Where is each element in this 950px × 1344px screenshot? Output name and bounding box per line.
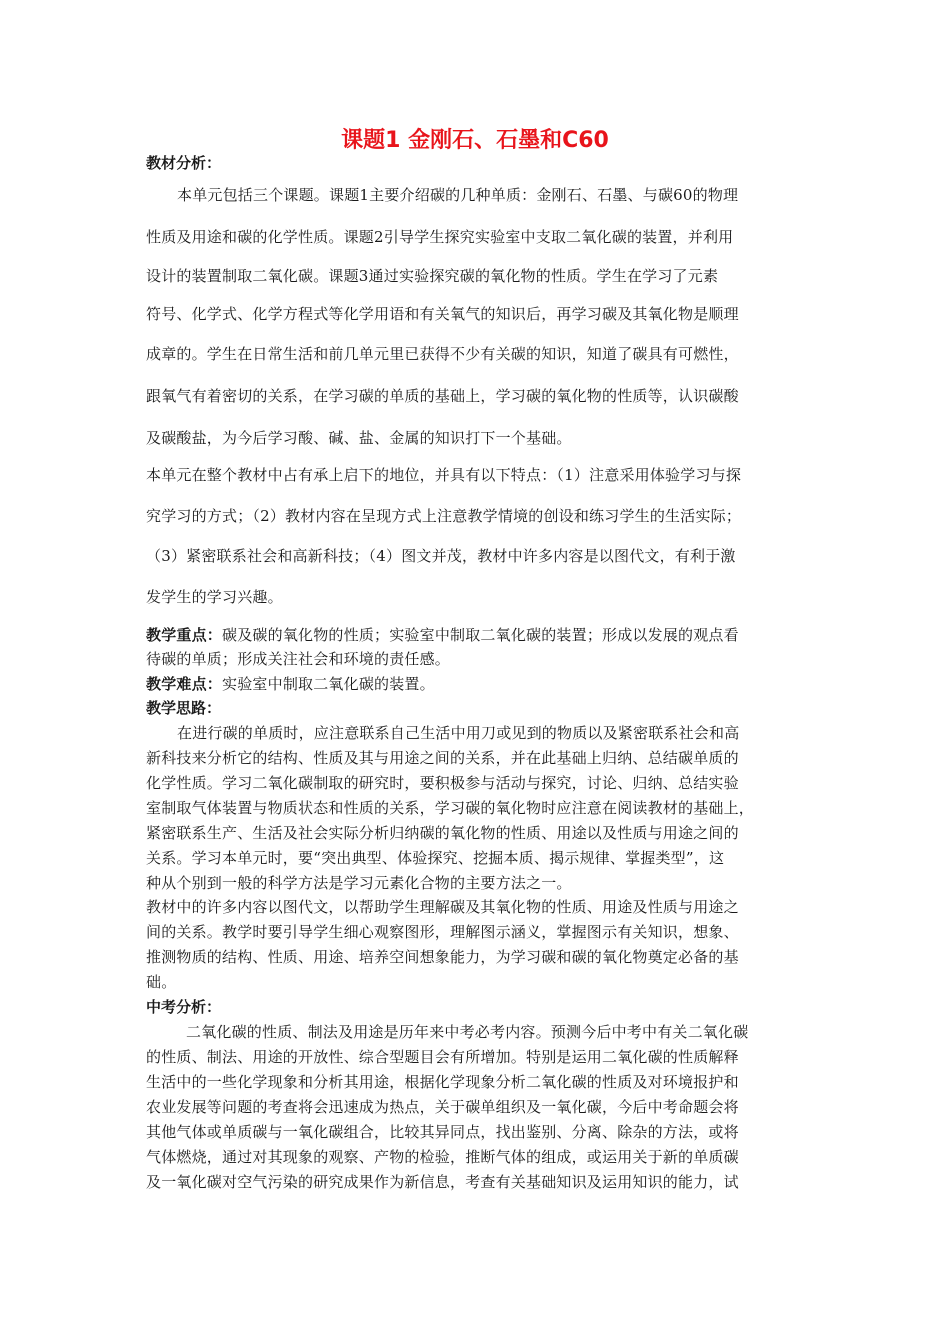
paragraph-line: 跟氧气有着密切的关系，在学习碳的单质的基础上，学习碳的氧化物的性质等，认识碳酸 [146,387,739,405]
paragraph-line: （3）紧密联系社会和高新科技；（4）图文并茂，教材中许多内容是以图代文，有利于激 [146,547,736,565]
section-heading-teaching-approach: 教学思路： [146,699,222,717]
paragraph-line: 气体燃烧，通过对其现象的观察、产物的检验，推断气体的组成，或运用关于新的单质碳 [146,1148,739,1166]
key-points-text: 碳及碳的氧化物的性质；实验室中制取二氧化碳的装置；形成以发展的观点看 [222,626,739,644]
paragraph-line: 间的关系。教学时要引导学生细心观察图形，理解图示涵义，掌握图示有关知识，想象、 [146,923,739,941]
paragraph-line: 性质及用途和碳的化学性质。课题2引导学生探究实验室中支取二氧化碳的装置，并利用 [146,228,734,246]
paragraph-line: 其他气体或单质碳与一氧化碳组合，比较其异同点，找出鉴别、分离、除杂的方法，或将 [146,1123,739,1141]
paragraph-line: 化学性质。学习二氧化碳制取的研究时，要积极参与活动与探究，讨论、归纳、总结实验 [146,774,739,792]
paragraph-line: 生活中的一些化学现象和分析其用途，根据化学现象分析二氧化碳的性质及对环境报护和 [146,1073,739,1091]
paragraph-line: 及一氧化碳对空气污染的研究成果作为新信息，考查有关基础知识及运用知识的能力，试 [146,1173,739,1191]
difficulty-label: 教学难点： [146,675,223,693]
paragraph-line: 发学生的学习兴趣。 [146,588,283,606]
paragraph-line: 本单元在整个教材中占有承上启下的地位，并具有以下特点：（1）注意采用体验学习与探 [146,466,742,484]
key-points-line [146,624,739,645]
paragraph-line: 成章的。学生在日常生活和前几单元里已获得不少有关碳的知识，知道了碳具有可燃性， [146,345,739,363]
paragraph-line: 关系。学习本单元时，要“突出典型、体验探究、挖掘本质、揭示规律、掌握类型”，这 [146,849,725,867]
paragraph-line: 在进行碳的单质时，应注意联系自己生活中用刀或见到的物质以及紧密联系社会和高 [177,724,740,742]
paragraph-line: 推测物质的结构、性质、用途、培养空间想象能力，为学习碳和碳的氧化物奠定必备的基 [146,948,739,966]
section-heading-exam-analysis: 中考分析： [146,998,222,1016]
paragraph-line: 究学习的方式；（2）教材内容在呈现方式上注意教学情境的创设和练习学生的生活实际； [146,507,742,525]
paragraph-line: 的性质、制法、用途的开放性、综合型题目会有所增加。特别是运用二氧化碳的性质解释 [146,1048,739,1066]
difficulty-text: 实验室中制取二氧化碳的装置。 [222,675,435,693]
paragraph-line: 及碳酸盐，为今后学习酸、碱、盐、金属的知识打下一个基础。 [146,429,572,447]
difficulty-line [146,673,435,694]
page-title: 课题1 金刚石、石墨和C60 [341,128,609,153]
paragraph-line: 设计的装置制取二氧化碳。课题3通过实验探究碳的氧化物的性质。学生在学习了元素 [146,267,719,285]
paragraph-line: 待碳的单质；形成关注社会和环境的责任感。 [146,650,451,668]
paragraph-line: 教材中的许多内容以图代文，以帮助学生理解碳及其氧化物的性质、用途及性质与用途之 [146,898,739,916]
paragraph-line: 础。 [146,973,177,991]
paragraph-line: 农业发展等问题的考查将会迅速成为热点，关于碳单组织及一氧化碳，今后中考命题会将 [146,1098,739,1116]
key-points-label: 教学重点： [146,626,223,644]
paragraph-line: 新科技来分析它的结构、性质及其与用途之间的关系，并在此基础上归纳、总结碳单质的 [146,749,739,767]
paragraph-line: 二氧化碳的性质、制法及用途是历年来中考必考内容。预测今后中考中有关二氧化碳 [186,1023,749,1041]
paragraph-line: 种从个别到一般的科学方法是学习元素化合物的主要方法之一。 [146,874,572,892]
paragraph-line: 室制取气体装置与物质状态和性质的关系，学习碳的氧化物时应注意在阅读教材的基础上， [146,799,755,817]
section-heading-textbook-analysis: 教材分析： [146,154,222,172]
paragraph-line: 紧密联系生产、生活及社会实际分析归纳碳的氧化物的性质、用途以及性质与用途之间的 [146,824,739,842]
paragraph-line: 本单元包括三个课题。课题1主要介绍碳的几种单质：金刚石、石墨、与碳60的物理 [177,186,739,204]
paragraph-line: 符号、化学式、化学方程式等化学用语和有关氧气的知识后，再学习碳及其氧化物是顺理 [146,305,739,323]
